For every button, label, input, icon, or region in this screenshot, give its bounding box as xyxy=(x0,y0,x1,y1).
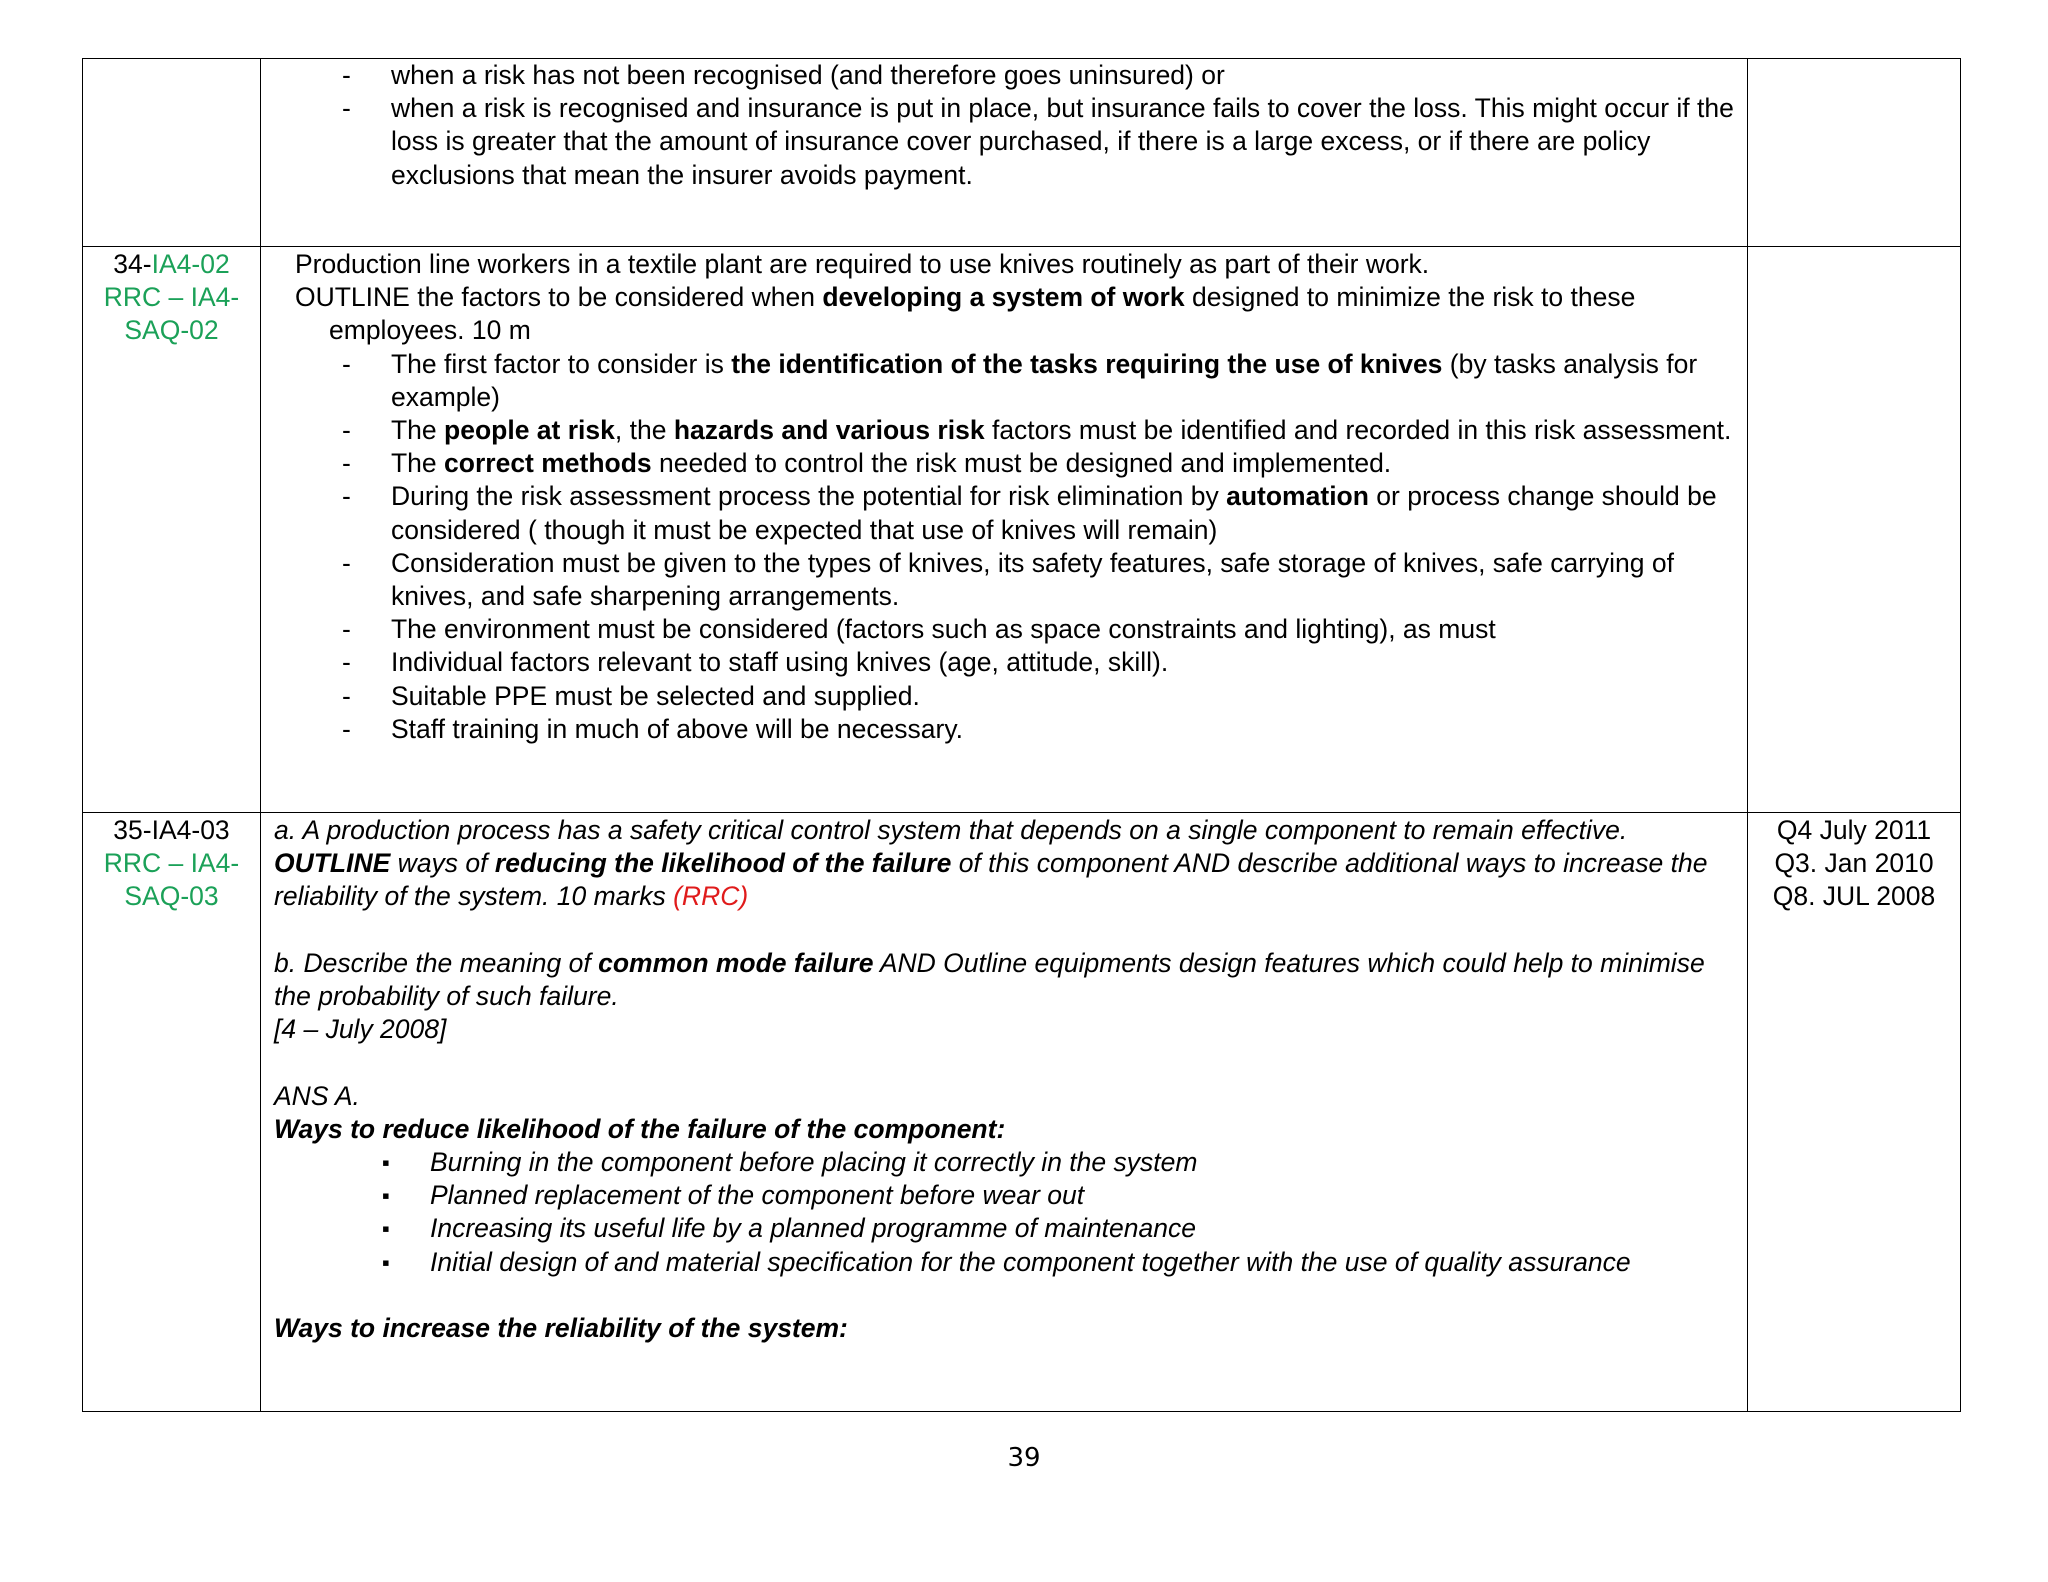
answer-cell xyxy=(261,247,1748,813)
table-row xyxy=(83,59,1961,247)
rrc-tag: (RRC) xyxy=(673,881,749,912)
page-number: 39 xyxy=(1007,1443,1041,1473)
question-code: 35-IA4-03 xyxy=(113,815,230,845)
list-item: - when a risk is recognised and insurance is put in place, but insurance fails to cover the loss. This might occur if the loss is greater that the amount of insurance cover purchased, if there is a large excess, or if there are policy exclusions that mean the insurer avoids payment. xyxy=(261,92,1747,192)
rrc-reference: RRC – IA4-SAQ-03 xyxy=(103,848,240,912)
question-b: b. Describe the meaning of common mode failure AND Outline equipments design features which could help to minimise the probability of such failure. xyxy=(274,947,1705,1011)
list-item: - The people at risk, the hazards and various risk factors must be identified and recorded in this risk assessment. xyxy=(261,414,1747,447)
exam-reference: Q3. Jan 2010 xyxy=(1774,848,1934,879)
list-item: - The environment must be considered (factors such as space constraints and lighting), as must xyxy=(261,613,1747,646)
table-row xyxy=(83,813,1961,1412)
table-row xyxy=(83,247,1961,813)
answer-label: ANS A. xyxy=(274,1080,360,1111)
question-intro: Production line workers in a textile plant are required to use knives routinely as part of their work. xyxy=(295,249,1430,279)
rrc-reference: RRC – IA4-SAQ-02 xyxy=(103,282,240,346)
question-a-outline: OUTLINE ways of reducing the likelihood of the failure of this component AND describe additional ways to increase the reliability of the system. 10 marks (RRC) xyxy=(274,848,1708,912)
question-a: a. A production process has a safety critical control system that depends on a single component to remain effective. xyxy=(274,815,1628,845)
exam-reference: Q4 July 2011 xyxy=(1776,815,1932,845)
list-item: - The first factor to consider is the identification of the tasks requiring the use of knives (by tasks analysis for example) xyxy=(261,348,1747,414)
list-item: ▪ Planned replacement of the component before wear out xyxy=(274,1179,1747,1212)
list-item: - Staff training in much of above will be necessary. xyxy=(261,713,1747,746)
list-item: - Individual factors relevant to staff using knives (age, attitude, skill). xyxy=(261,646,1747,679)
ref-cell xyxy=(83,247,261,813)
exam-reference: Q8. JUL 2008 xyxy=(1772,881,1936,912)
qa-table xyxy=(82,58,1961,1412)
list-item: - Consideration must be given to the types of knives, its safety features, safe storage of knives, safe carrying of knives, and safe sharpening arrangements. xyxy=(261,547,1747,613)
list-item: - The correct methods needed to control the risk must be designed and implemented. xyxy=(261,447,1747,480)
ref-cell xyxy=(83,813,261,1412)
question-text: OUTLINE the factors to be considered when developing a system of work designed to minimize the risk to these employees. 10 m xyxy=(295,282,1636,346)
ref-cell xyxy=(83,59,261,247)
list-item: ▪ Burning in the component before placing it correctly in the system xyxy=(274,1146,1747,1179)
question-b-ref: [4 – July 2008] xyxy=(274,1014,447,1045)
list-item: ▪ Increasing its useful life by a planned programme of maintenance xyxy=(274,1212,1747,1245)
answer-heading: Ways to increase the reliability of the system: xyxy=(274,1313,848,1343)
list-item: - During the risk assessment process the potential for risk elimination by automation or process change should be considered ( though it must be expected that use of knives will remain) xyxy=(261,480,1747,546)
question-code: 34-IA4-02 xyxy=(113,249,230,279)
exam-ref-cell xyxy=(1748,247,1961,813)
exam-ref-cell xyxy=(1748,813,1961,1412)
list-item: - when a risk has not been recognised (and therefore goes uninsured) or xyxy=(261,59,1747,92)
answer-cell xyxy=(261,813,1748,1412)
answer-heading: Ways to reduce likelihood of the failure of the component: xyxy=(274,1113,1006,1144)
list-item: ▪ Initial design of and material specification for the component together with the use of quality assurance xyxy=(274,1246,1747,1279)
answer-cell xyxy=(261,59,1748,247)
list-item: - Suitable PPE must be selected and supplied. xyxy=(261,680,1747,713)
exam-ref-cell xyxy=(1748,59,1961,247)
